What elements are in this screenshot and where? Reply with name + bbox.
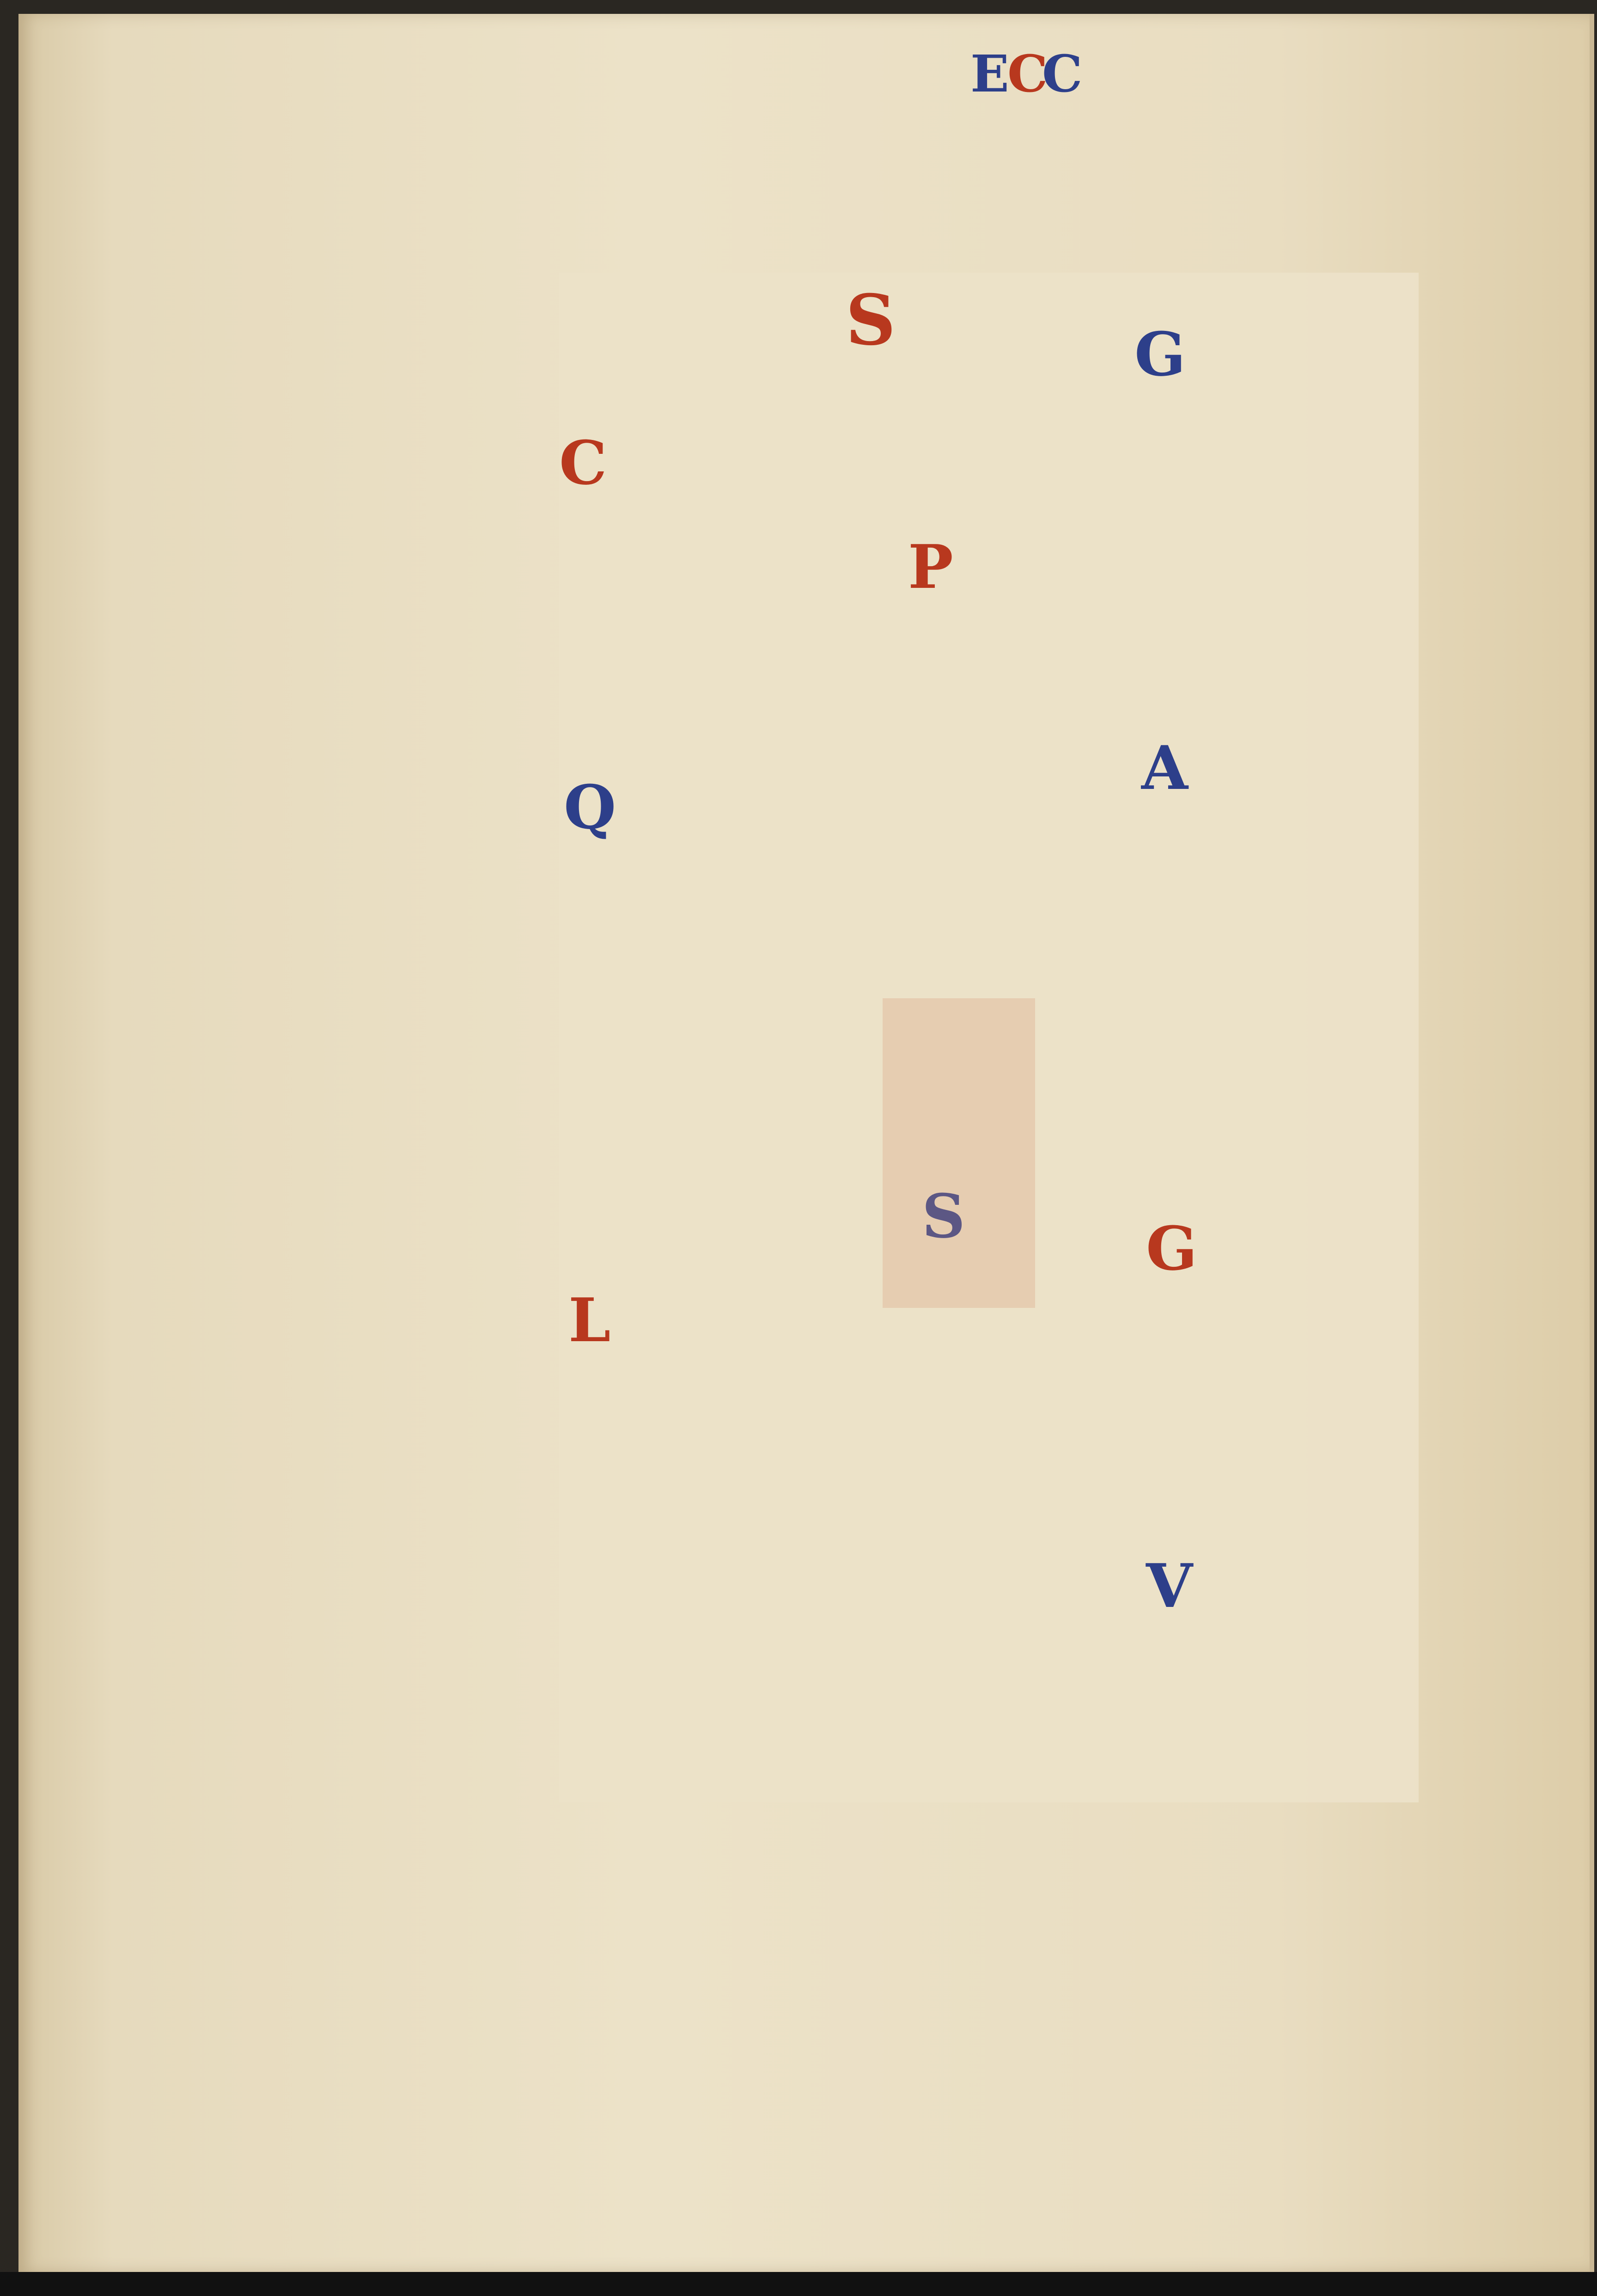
gloss-left-middle xyxy=(32,379,573,1728)
manuscript-page xyxy=(18,14,1594,2272)
initial-p: P xyxy=(908,531,953,602)
main-column-3-galbanum xyxy=(1169,1215,1423,1516)
main-column-2-platanus xyxy=(927,534,1421,733)
watermark-panel xyxy=(883,998,1035,1308)
initial-a: A xyxy=(1141,733,1188,803)
gloss-right-margin xyxy=(1419,254,1576,1807)
initial-u: V xyxy=(1146,1551,1193,1621)
main-column-1-labanus xyxy=(585,1287,903,1588)
initial-c-top: C xyxy=(1007,44,1048,104)
initial-c2-top: C xyxy=(1042,44,1083,104)
gloss-left-top xyxy=(32,32,901,291)
initial-q: Q xyxy=(564,772,616,843)
main-column-1-mirra xyxy=(585,774,903,1338)
greyscale-calibration-strip xyxy=(0,2272,1597,2296)
initial-c: C xyxy=(559,427,607,498)
initial-g2: G xyxy=(1146,1213,1198,1284)
initial-s: S xyxy=(922,1181,965,1252)
color-calibration-strip xyxy=(0,0,1597,14)
gloss-bottom-right xyxy=(920,1807,1576,2251)
main-column-3-oleon xyxy=(1160,287,1423,559)
gloss-left-bottom xyxy=(32,1761,896,2232)
main-column-3-ungula xyxy=(1169,1553,1423,1659)
initial-g: G xyxy=(1134,319,1186,390)
main-column-3-spiritum xyxy=(1164,735,1423,1031)
initial-l: L xyxy=(568,1285,611,1356)
main-column-1 xyxy=(575,430,899,827)
initial-e-top: E xyxy=(970,44,1009,104)
decorated-initial: S xyxy=(846,280,896,361)
